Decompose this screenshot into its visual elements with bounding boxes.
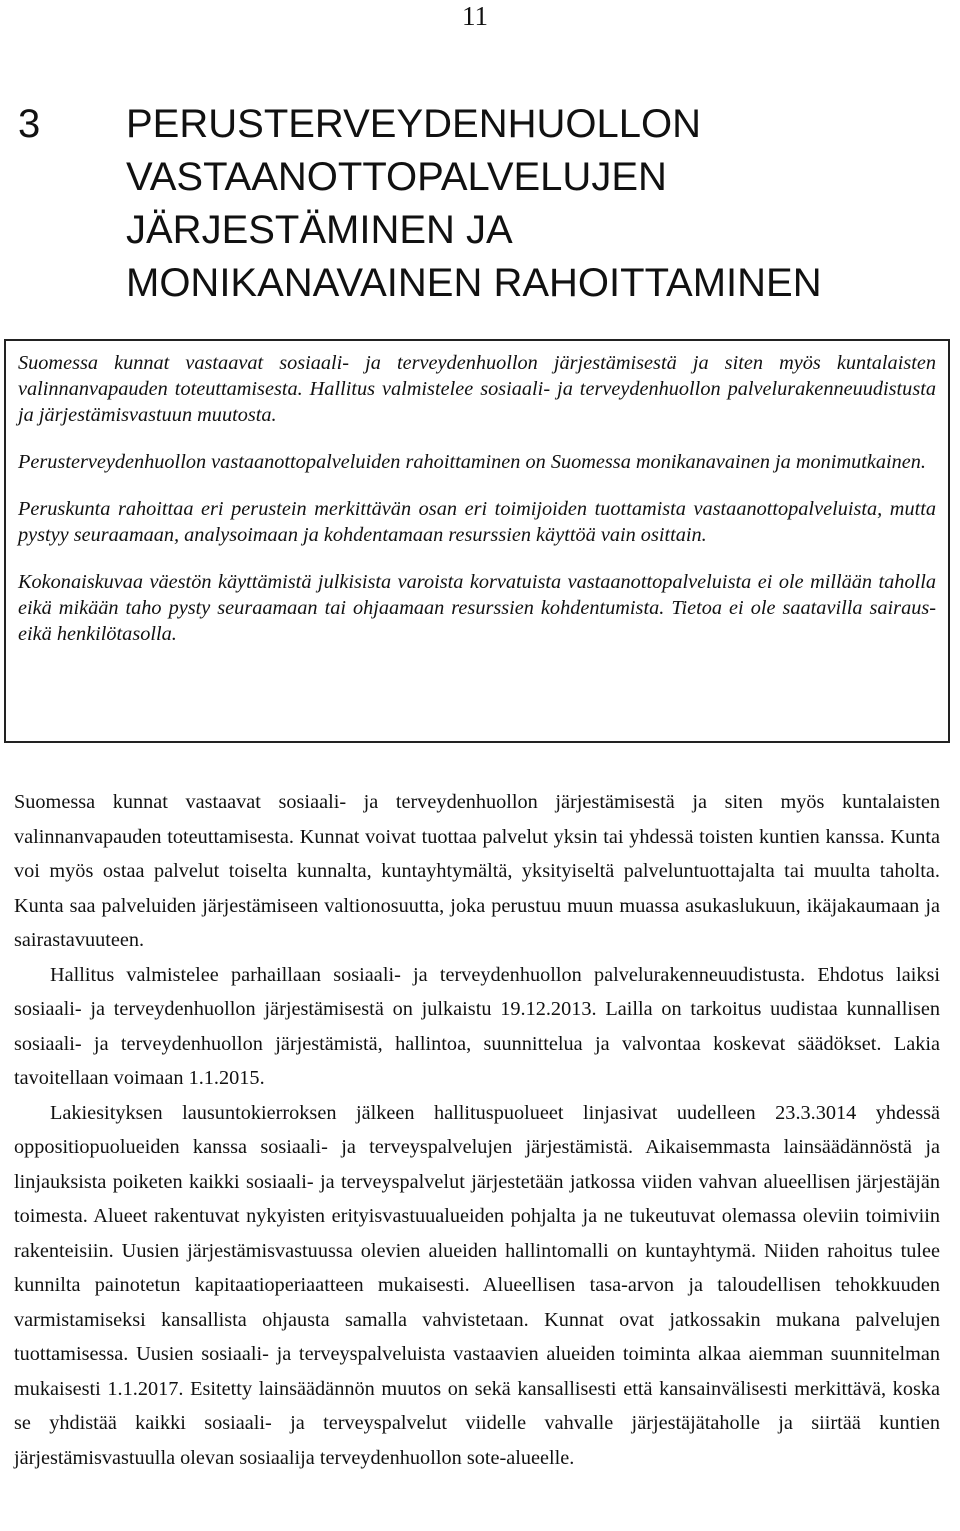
body-paragraph: Suomessa kunnat vastaavat sosiaali- ja terveydenhuollon järjestämisestä ja siten myös kuntalaisten valinnanvapauden toteuttamisesta. Kunnat voivat tuottaa palvelut yksin tai yhdessä toisten kuntien kanssa. Kunta voi myös ostaa palvelut toiselta kunnalta, kuntayhtymältä, yksityiseltä palveluntuottajalta tai muulta taholta. Kunta saa palveluiden järjestämiseen valtionosuutta, joka perustuu muun muassa asukaslukuun, ikäjakaumaan ja sairastavuuteen. (14, 791, 940, 951)
chapter-number: 3 (18, 102, 41, 146)
chapter-title-line: VASTAANOTTOPALVELUJEN (126, 155, 667, 199)
chapter-title-line: PERUSTERVEYDENHUOLLON (126, 102, 701, 146)
summary-paragraph: Suomessa kunnat vastaavat sosiaali- ja terveydenhuollon järjestämisestä ja siten myös kuntalaisten valinnanvapauden toteuttamisesta. Hallitus valmistelee sosiaali- ja terveydenhuollon palvelurakenneuudistusta ja järjestämisvastuun muutosta. (18, 352, 936, 426)
chapter-title (126, 98, 822, 310)
chapter-title-line: MONIKANAVAINEN RAHOITTAMINEN (126, 261, 822, 305)
body-text (14, 785, 940, 1475)
summary-paragraph: Kokonaiskuvaa väestön käyttämistä julkisista varoista korvatuista vastaanottopalveluista ei ole millään taholla eikä mikään taho pysty seuraamaan tai ohjaamaan resurssien kohdentumista. Tietoa ei ole saatavilla sairaus- eikä henkilötasolla. (18, 571, 936, 645)
body-paragraph: Hallitus valmistelee parhaillaan sosiaali- ja terveydenhuollon palvelurakenneuudistusta. Ehdotus laiksi sosiaali- ja terveydenhuollon järjestämisestä on julkaistu 19.12.2013. Lailla on tarkoitus uudistaa kunnallisen sosiaali- ja terveydenhuollon järjestämistä, hallintoa, suunnittelua ja valvontaa koskevat säädökset. Lakia tavoitellaan voimaan 1.1.2015. (14, 963, 940, 1089)
chapter-title-line: JÄRJESTÄMINEN JA (126, 208, 513, 252)
page-number: 11 (462, 1, 488, 31)
summary-box (4, 339, 950, 743)
summary-paragraph: Perusterveydenhuollon vastaanottopalveluiden rahoittaminen on Suomessa monikanavainen ja monimutkainen. (18, 451, 926, 473)
body-paragraph: Lakiesityksen lausuntokierroksen jälkeen hallituspuolueet linjasivat uudelleen 23.3.3014 yhdessä oppositiopuolueiden kanssa sosiaali- ja terveyspalvelujen järjestämistä. Aikaisemmasta lainsäädännöstä ja linjauksista poiketen kaikki sosiaali- ja terveyspalvelut järjestetään jatkossa viiden vahvan alueellisen järjestäjän toimesta. Alueet rakentuvat nykyisten erityisvastuualueiden pohjalta ja ne tukeutuvat olemassa oleviin toimiviin rakenteisiin. Uusien järjestämisvastuussa olevien alueiden hallintomalli on kuntayhtymä. Niiden rahoitus tulee kunnilta painotetun kapitaatioperiaatteen mukaisesti. Alueellisen tasa-arvon ja taloudellisen tehokkuuden varmistamiseksi kansallista ohjausta samalla vahvistetaan. Kunnat ovat jatkossakin mukana palvelujen tuottamisessa. Uusien sosiaali- ja terveyspalveluista vastaavien alueiden toiminta alkaa aiemman suunnitelman mukaisesti 1.1.2017. Esitetty lainsäädännön muutos on sekä kansallisesti että kansainvälisesti merkittävä, koska se yhdistää kaikki sosiaali- ja terveyspalvelut viidelle vahvalle järjestäjätaholle ja siirtää kuntien järjestämisvastuulla olevan sosiaalija terveydenhuollon sote-alueelle. (14, 1101, 940, 1469)
summary-paragraph: Peruskunta rahoittaa eri perustein merkittävän osan eri toimijoiden tuottamista vastaanottopalveluista, mutta pystyy seuraamaan, analysoimaan ja kohdentamaan resurssien käyttöä vain osittain. (18, 498, 936, 546)
